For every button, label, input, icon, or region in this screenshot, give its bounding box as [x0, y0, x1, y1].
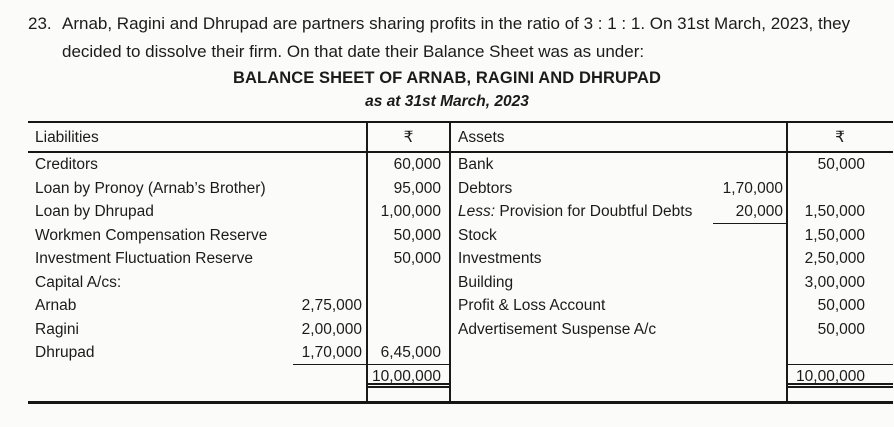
- table-row: [28, 200, 893, 224]
- liability-sub-amount: [293, 224, 367, 248]
- asset-sub-amount: [713, 318, 787, 342]
- table-total-row: [28, 365, 893, 389]
- table-header-row: [28, 123, 893, 153]
- liabilities-header: Liabilities: [35, 129, 99, 146]
- liability-sub-amount: [293, 365, 367, 389]
- liability-sub-amount: 1,70,000: [293, 341, 367, 365]
- liability-amount: 50,000: [393, 250, 441, 267]
- question-number: 23.: [28, 14, 52, 33]
- column-divider: [786, 123, 788, 401]
- liabilities-total-amount: 10,00,000: [367, 365, 450, 389]
- rupee-header-left: ₹: [403, 129, 414, 146]
- asset-amount: 2,50,000: [804, 250, 865, 267]
- asset-amount: 1,50,000: [804, 226, 865, 244]
- asset-label: Stock: [458, 226, 497, 244]
- liability-label: Ragini: [35, 320, 79, 338]
- table-row: [28, 224, 893, 248]
- liability-label: [28, 365, 293, 389]
- asset-amount: 50,000: [817, 320, 865, 338]
- asset-sub-amount: 1,70,000: [722, 179, 783, 197]
- liability-amount: 50,000: [393, 226, 441, 244]
- asset-label: Debtors: [458, 179, 513, 197]
- balance-sheet-table: [28, 121, 893, 404]
- liability-amount: [367, 271, 450, 295]
- asset-sub-amount: [713, 365, 787, 389]
- liability-label: Arnab: [35, 297, 77, 314]
- assets-header: Assets: [458, 129, 505, 146]
- liability-sub-amount: [293, 153, 367, 177]
- asset-amount: 3,00,000: [804, 273, 865, 291]
- table-row: [28, 177, 893, 201]
- liability-sub-amount: 2,75,000: [301, 297, 362, 314]
- balance-sheet-subtitle: as at 31st March, 2023: [365, 93, 529, 110]
- liability-amount: 1,00,000: [380, 203, 441, 220]
- liability-label: Dhrupad: [35, 344, 95, 361]
- asset-label: Advertisement Suspense A/c: [458, 320, 657, 338]
- asset-label: [450, 341, 713, 365]
- table-row: [28, 294, 893, 318]
- liability-amount: 60,000: [393, 156, 441, 173]
- asset-sub-amount: 20,000: [713, 200, 787, 224]
- liability-label: Loan by Dhrupad: [35, 203, 154, 220]
- liability-sub-amount: 2,00,000: [301, 320, 362, 338]
- question-text: Arnab, Ragini and Dhrupad are partners sharing profits in the ratio of 3 : 1 : 1. On 31st March, 2023, they decided to dissolve their firm. On that date their Balance Sheet was as under:: [62, 14, 851, 61]
- balance-sheet-title: BALANCE SHEET OF ARNAB, RAGINI AND DHRUPAD: [232, 69, 661, 87]
- liability-label: Loan by Pronoy (Arnab’s Brother): [35, 179, 266, 197]
- liability-amount: 6,45,000: [367, 341, 450, 365]
- rupee-header-right: ₹: [835, 129, 845, 146]
- asset-label: [450, 365, 713, 389]
- less-prefix: Less:: [458, 203, 500, 220]
- liability-sub-amount: [293, 177, 367, 201]
- table-row: [28, 318, 893, 342]
- question-paragraph: [28, 10, 884, 65]
- column-divider: [449, 123, 451, 401]
- asset-sub-amount: [713, 153, 787, 177]
- asset-amount: [787, 341, 893, 365]
- table-row: [28, 341, 893, 365]
- asset-amount: [787, 177, 893, 201]
- assets-total-amount: 10,00,000: [787, 365, 893, 389]
- asset-sub-amount: [713, 247, 787, 271]
- asset-sub-amount: [713, 271, 787, 295]
- asset-amount: 50,000: [817, 297, 865, 314]
- liability-sub-amount: [293, 271, 367, 295]
- table-row: [28, 271, 893, 295]
- asset-label: Investments: [458, 250, 542, 267]
- liability-amount: [367, 294, 450, 318]
- asset-label: Profit & Loss Account: [458, 297, 606, 314]
- liability-label: Capital A/cs:: [35, 273, 122, 291]
- liability-amount: 95,000: [393, 179, 441, 197]
- table-row: [28, 247, 893, 271]
- liability-amount: [367, 318, 450, 342]
- liability-label: Creditors: [35, 156, 98, 173]
- column-divider: [366, 123, 368, 401]
- liability-label: Workmen Compensation Reserve: [35, 226, 268, 244]
- asset-label: Bank: [458, 156, 494, 173]
- liability-sub-amount: [293, 247, 367, 271]
- table-row: [28, 153, 893, 177]
- liability-sub-amount: [293, 200, 367, 224]
- asset-amount: 1,50,000: [804, 203, 865, 220]
- asset-sub-amount: [713, 341, 787, 365]
- asset-label: Building: [458, 273, 514, 291]
- asset-sub-amount: [713, 294, 787, 318]
- liability-label: Investment Fluctuation Reserve: [35, 250, 253, 267]
- asset-sub-amount: [713, 224, 787, 248]
- asset-label: Less: Provision for Doubtful Debts: [458, 203, 693, 220]
- asset-amount: 50,000: [817, 156, 865, 173]
